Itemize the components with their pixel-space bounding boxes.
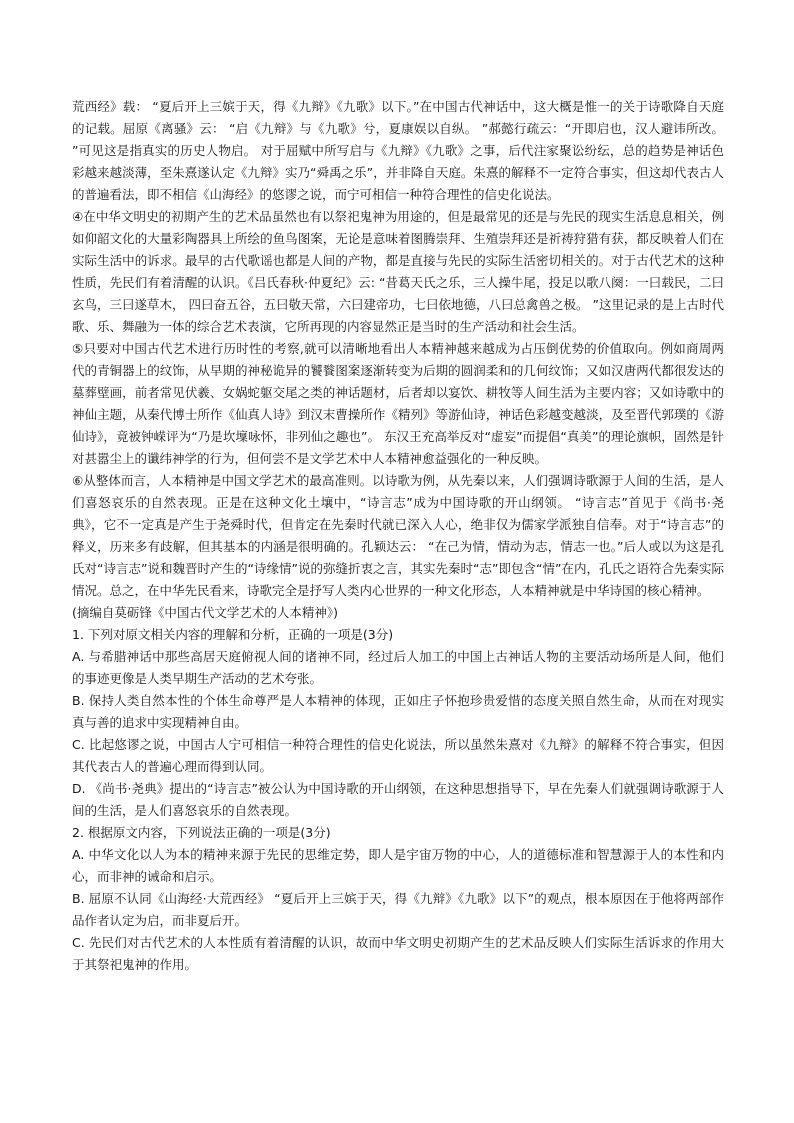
paragraph-6: ⑥从整体而言，人本精神是中国文学艺术的最高准则。以诗歌为例，从先秦以来，人们强调诗歌源于人间的生活，是人们喜怒哀乐的自然表现。正是在这种文化土壤中，“诗言志”成为中国诗歌的开山纲领。 “诗言志”首见于《尚书·尧典》，它不一定真是产生于尧舜时代，但肯定在先秦时代就已深入人心，绝非仅为儒家学派独自信奉。对于“诗言志”的释义，历来多有歧解，但其基本的内涵是很明确的。孔颖达云： “在己为情，情动为志，情志一也。”后人或以为这是孔氏对“诗言志”说和魏晋时产生的“诗缘情”说的弥缝折衷之言，其实先秦时“志”即包含“情”在内，孔氏之语符合先秦实际情况。总之，在中华先民看来，诗歌完全是抒写人类内心世界的一种文化形态，人本精神就是中华诗国的核心精神。 (72, 473, 724, 598)
question-2-option-c: C. 先民们对古代艺术的人本性质有着清醒的认识，故而中华文明史初期产生的艺术品反映人们实际生活诉求的作用大于其祭祀鬼神的作用。 (72, 935, 724, 972)
question-2-option-a: A. 中华文化以人为本的精神来源于先民的思维定势，即人是宇宙万物的中心，人的道德标准和智慧源于人的本性和内心，而非神的诫命和启示。 (72, 847, 724, 884)
paragraph-4: ④在中华文明史的初期产生的艺术品虽然也有以祭祀鬼神为用途的，但是最常见的还是与先民的现实生活息息相关，例如仰韶文化的大量彩陶器具上所绘的鱼鸟图案，无论是意味着图腾崇拜、生殖崇拜还是祈祷狩猎有获，都反映着人们在实际生活中的诉求。最早的古代歌谣也都是人间的产物，都是直接与先民的实际生活密切相关的。对于古代艺术的这种性质，先民们有着清醒的认识。《吕氏春秋·仲夏纪》云: “昔葛天氏之乐，三人操牛尾，投足以歌八阕：一曰载民，二曰玄鸟，三曰遂草木， 四曰奋五谷，五曰敬天常，六曰建帝功，七曰依地德，八曰总禽兽之极。 ”这里记录的是上古时代歌、乐、舞融为一体的综合艺术表演，它所再现的内容显然正是当时的生产活动和社会生活。 (72, 209, 724, 334)
paragraph-3-continued: 荒西经》载： “夏后开上三嫔于天，得《九辩》《九歌》以下。”在中国古代神话中，这大概是惟一的关于诗歌降自天庭的记载。屈原《离骚》云： “启《九辩》与《九歌》兮，夏康娱以自纵。 ”郝懿行疏云：“开即启也，汉人避讳所改。 ”可见这是指真实的历史人物启。 对于屈赋中所写启与《九辩》《九歌》之事，后代注家聚讼纷纭，总的趋势是神话色彩越来越淡薄，至朱熹遂认定《九辩》实乃“舜禹之乐”，并非降自天庭。朱熹的解释不一定符合事实，但这却代表古人的普遍看法，即不相信《山海经》的悠谬之说，而宁可相信一种符合理性的信史化说法。 (72, 99, 724, 202)
question-1-option-d: D. 《尚书·尧典》提出的“诗言志”被公认为中国诗歌的开山纲领，在这种思想指导下，早在先秦人们就强调诗歌源于人间的生活，是人们喜怒哀乐的自然表现。 (72, 781, 724, 818)
question-2-title: 2. 根据原文内容，下列说法正确的一项是(3分) (72, 825, 331, 840)
document-page (72, 96, 724, 976)
question-1-title: 1. 下列对原文相关内容的理解和分析，正确的一项是(3分) (72, 627, 394, 642)
question-2-option-b: B. 屈原不认同《山海经·大荒西经》 “夏后开上三嫔于天，得《九辩》《九歌》以下”的观点，根本原因在于他将两部作品作者认定为启，而非夏后开。 (72, 891, 724, 928)
question-1-option-a: A. 与希腊神话中那些高居天庭俯视人间的诸神不同，经过后人加工的中国上古神话人物的主要活动场所是人间，他们的事迹更像是人类早期生产活动的艺术夸张。 (72, 649, 724, 686)
paragraph-5: ⑤只要对中国古代艺术进行历时性的考察,就可以清晰地看出人本精神越来越成为占压倒优势的价值取向。例如商周两代的青铜器上的纹饰，从早期的神秘诡异的饕餮图案逐渐转变为后期的圆润柔和的几何纹饰；又如汉唐两代都很发达的墓葬壁画，前者常见伏羲、女娲蛇躯交尾之类的神话题材，后者却以宴饮、耕牧等人间生活为主要内容；又如诗歌中的神仙主题，从秦代博士所作《仙真人诗》到汉末曹操所作《精列》等游仙诗，神话色彩越变越淡，及至晋代郭璞的《游仙诗》，竟被钟嵘评为“乃是坎壈咏怀，非列仙之趣也”。 东汉王充高举反对“虚妄”而提倡“真美”的理论旗帜，固然是针对甚嚣尘上的谶纬神学的行为，但何尝不是文学艺术中人本精神愈益强化的一种反映。 (72, 341, 724, 466)
question-1-option-c: C. 比起悠谬之说，中国古人宁可相信一种符合理性的信史化说法，所以虽然朱熹对《九辩》的解释不符合事实，但因其代表古人的普遍心理而得到认同。 (72, 737, 724, 774)
source-citation: (摘编自莫砺锋《中国古代文学艺术的人本精神》) (72, 605, 339, 620)
question-1-option-b: B. 保持人类自然本性的个体生命尊严是人本精神的体现，正如庄子怀抱珍贵爱惜的态度关照自然生命，从而在对现实真与善的追求中实现精神自由。 (72, 693, 724, 730)
